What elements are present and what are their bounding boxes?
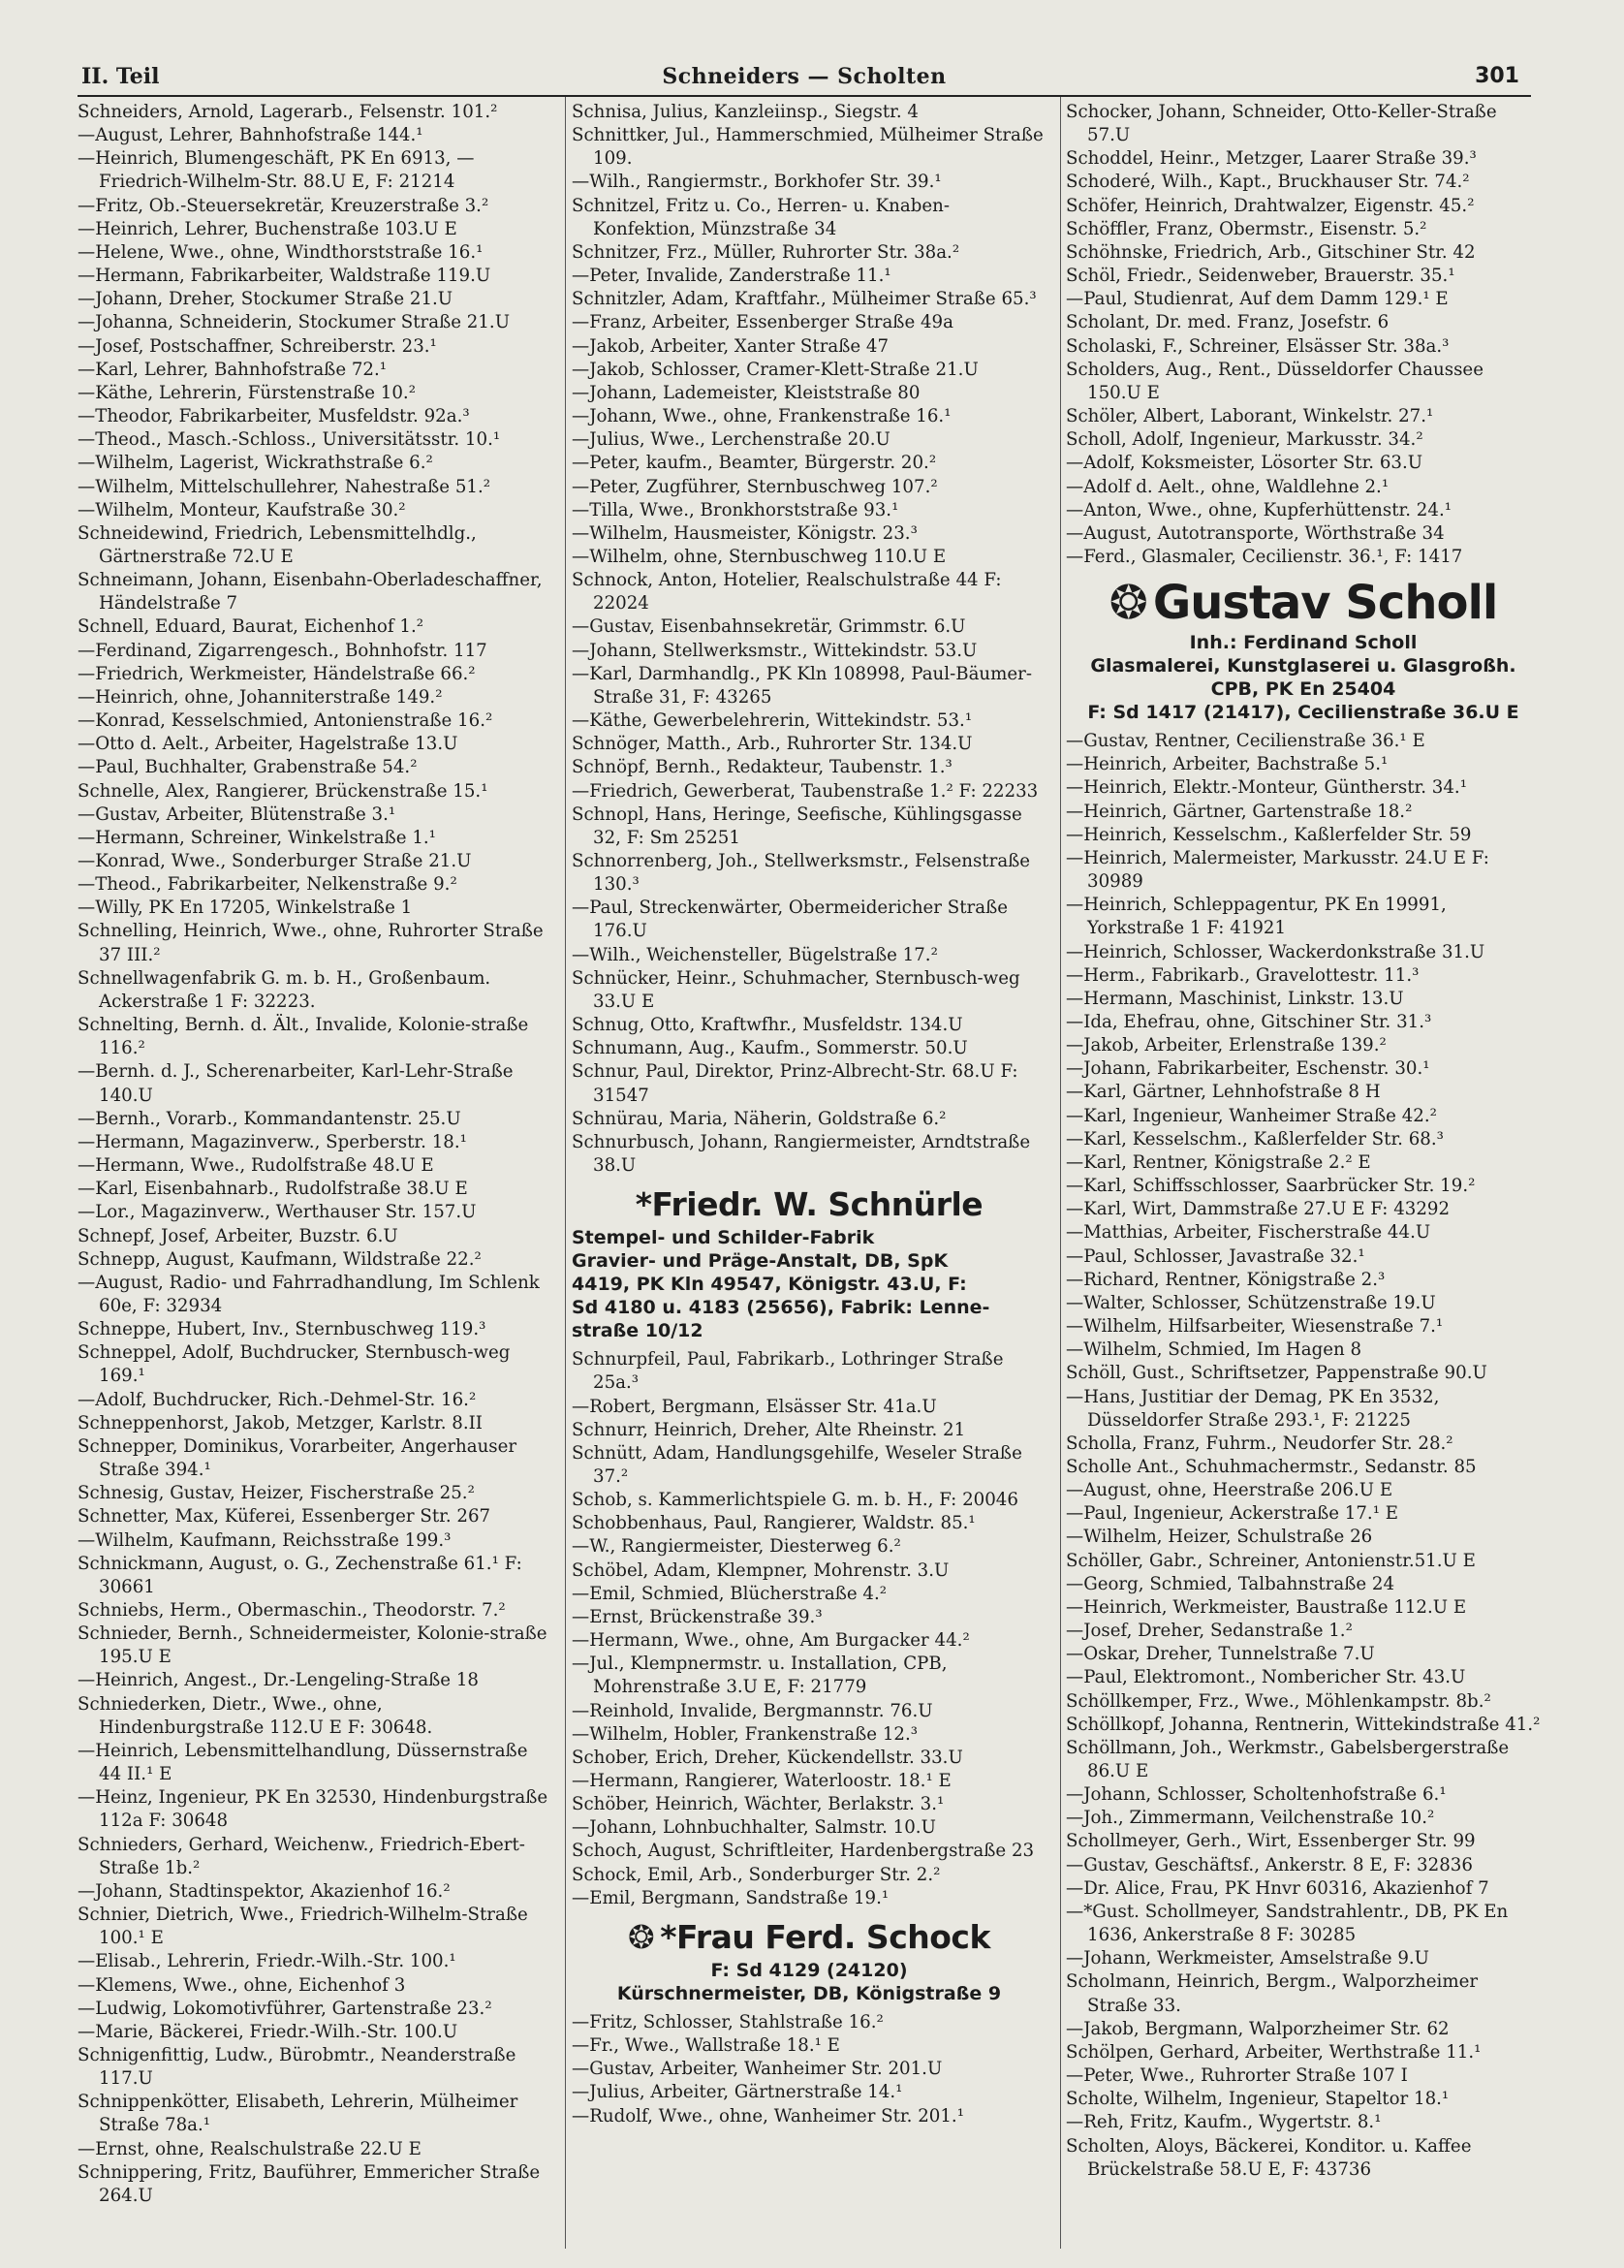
advert-line: F: Sd 1417 (21417), Cecilienstraße 36.U E — [1087, 702, 1519, 724]
directory-entry: Schöhnske, Friedrich, Arb., Gitschiner Str. 42 — [1066, 241, 1476, 263]
directory-entry: —Robert, Bergmann, Elsässer Str. 41a.U — [572, 1396, 937, 1417]
advert-line: Stempel- und Schilder-Fabrik — [572, 1227, 875, 1249]
directory-entry: —Heinrich, Werkmeister, Baustraße 112.U E — [1066, 1596, 1467, 1618]
column-3 — [1066, 101, 1541, 2182]
glass-logo-icon: ❂ — [1109, 576, 1147, 631]
advert-line: Sd 4180 u. 4183 (25656), Fabrik: Lenne- — [572, 1297, 990, 1319]
directory-entry: Scholders, Aug., Rent., Düsseldorfer Chaussee 150.U E — [1066, 359, 1483, 403]
directory-entry: Schöbel, Adam, Klempner, Mohrenstr. 3.U — [572, 1559, 950, 1581]
directory-entry: Schnock, Anton, Hotelier, Realschulstraße 44 F: 22024 — [572, 570, 1002, 614]
directory-entry: Schnisa, Julius, Kanzleiinsp., Siegstr. 4 — [572, 102, 920, 122]
directory-entry: Schnetter, Max, Küferei, Essenberger Str. 267 — [78, 1506, 491, 1528]
directory-entry: —Konrad, Wwe., Sonderburger Straße 21.U — [78, 851, 472, 871]
entry-list — [1066, 730, 1541, 2182]
directory-entry: Schöllkemper, Frz., Wwe., Möhlenkampstr. 8b.² — [1066, 1690, 1491, 1712]
directory-entry: Schniederken, Dietr., Wwe., ohne, Hindenburgstraße 112.U E F: 30648. — [78, 1693, 433, 1738]
directory-entry: —Wilhelm, Hobler, Frankenstraße 12.³ — [572, 1723, 919, 1745]
directory-entry: —Wilhelm, Hausmeister, Königstr. 23.³ — [572, 522, 918, 544]
directory-entry: Schnöpf, Bernh., Redakteur, Taubenstr. 1.³ — [572, 757, 953, 778]
directory-entry: —Ludwig, Lokomotivführer, Gartenstraße 23.² — [78, 1998, 492, 2019]
directory-entry: —Elisab., Lehrerin, Friedr.-Wilh.-Str. 100.¹ — [78, 1951, 456, 1972]
directory-entry: —Karl, Ingenieur, Wanheimer Straße 42.² — [1066, 1105, 1437, 1126]
directory-entry: —Karl, Lehrer, Bahnhofstraße 72.¹ — [78, 359, 388, 380]
directory-entry: —Karl, Gärtner, Lehnhofstraße 8 H — [1066, 1082, 1381, 1103]
directory-entry: Schnopl, Hans, Heringe, Seefische, Kühlingsgasse 32, F: Sm 25251 — [572, 803, 1022, 848]
directory-entry: Schnepf, Josef, Arbeiter, Buzstr. 6.U — [78, 1225, 398, 1246]
entry-list — [572, 101, 1046, 1178]
directory-entry: Schnurpfeil, Paul, Fabrikarb., Lothringer Straße 25a.³ — [572, 1349, 1004, 1394]
directory-entry: —Johann, Lohnbuchhalter, Salmstr. 10.U — [572, 1817, 936, 1839]
advert-title: *Friedr. W. Schnürle — [635, 1185, 984, 1224]
directory-entry: —Wilhelm, Monteur, Kaufstraße 30.² — [78, 499, 406, 520]
directory-entry: Schocker, Johann, Schneider, Otto-Keller-Straße 57.U — [1066, 102, 1497, 146]
directory-entry: —Theod., Masch.-Schloss., Universitätsstr. 10.¹ — [78, 429, 501, 451]
directory-entry: —Julius, Wwe., Lerchenstraße 20.U — [572, 429, 890, 451]
directory-entry: —Ernst, Brückenstraße 39.³ — [572, 1606, 823, 1627]
directory-entry: —Wilhelm, Hilfsarbeiter, Wiesenstraße 7.¹ — [1066, 1316, 1444, 1338]
directory-entry: —Willy, PK En 17205, Winkelstraße 1 — [78, 898, 413, 919]
directory-entry: Schölpen, Gerhard, Arbeiter, Werthstraße 11.¹ — [1066, 2041, 1482, 2063]
directory-entry: —Johanna, Schneiderin, Stockumer Straße 21.U — [78, 312, 511, 333]
directory-entry: Schöllmann, Joh., Werkmstr., Gabelsbergerstraße 86.U E — [1066, 1737, 1510, 1781]
directory-entry: —Johann, Schlosser, Scholtenhofstraße 6.¹ — [1066, 1784, 1447, 1806]
directory-entry: —Gustav, Arbeiter, Blütenstraße 3.¹ — [78, 803, 396, 825]
directory-entry: —Karl, Wirt, Dammstraße 27.U E F: 43292 — [1066, 1199, 1451, 1220]
directory-entry: —Karl, Kesselschm., Kaßlerfelder Str. 68.³ — [1066, 1128, 1444, 1150]
directory-entry: Schnücker, Heinr., Schuhmacher, Sternbusch-weg 33.U E — [572, 967, 1020, 1012]
directory-entry: Schneimann, Johann, Eisenbahn-Oberladeschaffner, Händelstraße 7 — [78, 570, 543, 614]
directory-entry: Schnelle, Alex, Rangierer, Brückenstraße 15.¹ — [78, 780, 488, 802]
directory-entry: —Jakob, Bergmann, Walporzheimer Str. 62 — [1066, 2018, 1450, 2039]
directory-entry: —August, Radio- und Fahrradhandlung, Im Schlenk 60e, F: 32934 — [78, 1272, 540, 1316]
directory-entry: Schnesig, Gustav, Heizer, Fischerstraße 25.² — [78, 1483, 475, 1504]
directory-entry: Schnöger, Matth., Arb., Ruhrorter Str. 134.U — [572, 734, 973, 755]
directory-entry: —Konrad, Kesselschmied, Antonienstraße 16.² — [78, 710, 493, 732]
directory-entry: Schnepper, Dominikus, Vorarbeiter, Angerhauser Straße 394.¹ — [78, 1435, 517, 1481]
advert-line: CPB, PK En 25404 — [1210, 678, 1396, 701]
directory-entry: —Reh, Fritz, Kaufm., Wygertstr. 8.¹ — [1066, 2112, 1382, 2133]
directory-entry: —August, Autotransporte, Wörthstraße 34 — [1066, 522, 1445, 544]
directory-entry: —Karl, Darmhandlg., PK Kln 108998, Paul-Bäumer-Straße 31, F: 43265 — [572, 663, 1032, 708]
directory-entry: —Peter, Zugführer, Sternbuschweg 107.² — [572, 476, 938, 497]
directory-entry: —Jakob, Arbeiter, Erlenstraße 139.² — [1066, 1035, 1387, 1056]
directory-entry: —Jakob, Arbeiter, Xanter Straße 47 — [572, 335, 890, 357]
directory-entry: Schnepp, August, Kaufmann, Wildstraße 22.² — [78, 1248, 482, 1270]
directory-entry: —Bernh., Vorarb., Kommandantenstr. 25.U — [78, 1108, 461, 1129]
directory-entry: Scholle Ant., Schuhmachermstr., Sedanstr. 85 — [1066, 1456, 1477, 1477]
advert-schnuerle — [572, 1183, 1046, 1342]
directory-entry: —Bernh. d. J., Scherenarbeiter, Karl-Lehr-Straße 140.U — [78, 1061, 514, 1106]
directory-entry: Schock, Emil, Arb., Sonderburger Str. 2.² — [572, 1864, 941, 1885]
directory-entry: Schnumann, Aug., Kaufm., Sommerstr. 50.U — [572, 1038, 968, 1059]
directory-entry: —Peter, Wwe., Ruhrorter Straße 107 I — [1066, 2065, 1408, 2087]
directory-entry: Schöl, Friedr., Seidenweber, Brauerstr. 35.¹ — [1066, 266, 1455, 287]
page-number: 301 — [1475, 64, 1519, 88]
directory-entry: —Peter, kaufm., Beamter, Bürgerstr. 20.² — [572, 453, 937, 474]
entry-list — [572, 1348, 1046, 1910]
directory-entry: Schnippenkötter, Elisabeth, Lehrerin, Mülheimer Straße 78a.¹ — [78, 2092, 518, 2136]
directory-entry: —Paul, Elektromont., Nombericher Str. 43.U — [1066, 1667, 1466, 1688]
directory-entry: Schnell, Eduard, Baurat, Eichenhof 1.² — [78, 616, 424, 638]
directory-entry: —Georg, Schmied, Talbahnstraße 24 — [1066, 1573, 1395, 1594]
advert-line: Gravier- und Präge-Anstalt, DB, SpK — [572, 1250, 949, 1273]
entry-list — [78, 101, 552, 2208]
directory-entry: —Josef, Dreher, Sedanstraße 1.² — [1066, 1621, 1353, 1642]
advert-line: Glasmalerei, Kunstglaserei u. Glasgroßh. — [1090, 655, 1516, 677]
directory-entry: —Fritz, Ob.-Steuersekretär, Kreuzerstraße 3.² — [78, 195, 489, 216]
part-label: II. Teil — [81, 64, 160, 89]
directory-entry: —Peter, Invalide, Zanderstraße 11.¹ — [572, 266, 891, 287]
directory-entry: —Otto d. Aelt., Arbeiter, Hagelstraße 13.U — [78, 734, 458, 755]
directory-entry: —Fr., Wwe., Wallstraße 18.¹ E — [572, 2035, 840, 2057]
directory-entry: —Jul., Klempnermstr. u. Installation, CPB, Mohrenstraße 3.U E, F: 21779 — [572, 1654, 948, 1698]
advert-line: Kürschnermeister, DB, Königstraße 9 — [616, 1982, 1002, 2004]
directory-entry: —Wilhelm, Heizer, Schulstraße 26 — [1066, 1527, 1373, 1548]
directory-entry: —Marie, Bäckerei, Friedr.-Wilh.-Str. 100.U — [78, 2021, 458, 2042]
directory-entry: Schollmeyer, Gerh., Wirt, Essenberger Str. 99 — [1066, 1831, 1476, 1852]
directory-entry: —Adolf, Koksmeister, Lösorter Str. 63.U — [1066, 453, 1423, 474]
directory-entry: —Theod., Fabrikarbeiter, Nelkenstraße 9.² — [78, 874, 457, 896]
directory-entry: —Friedrich, Gewerberat, Taubenstraße 1.² F: 22233 — [572, 780, 1039, 802]
directory-entry: Schneiders, Arnold, Lagerarb., Felsenstr. 101.² — [78, 102, 498, 122]
directory-entry: —Heinrich, Arbeiter, Bachstraße 5.¹ — [1066, 754, 1389, 775]
directory-entry: Scholl, Adolf, Ingenieur, Markusstr. 34.² — [1066, 429, 1423, 451]
directory-entry: —Hermann, Wwe., ohne, Am Burgacker 44.² — [572, 1630, 970, 1652]
directory-entry: —Herm., Fabrikarb., Gravelottestr. 11.³ — [1066, 964, 1420, 986]
directory-entry: —August, Lehrer, Bahnhofstraße 144.¹ — [78, 125, 423, 146]
advert-line: F: Sd 4129 (24120) — [710, 1959, 908, 1981]
directory-entry: Schnitzer, Frz., Müller, Ruhrorter Str. 38a.² — [572, 241, 960, 263]
directory-entry: —Karl, Rentner, Königstraße 2.² E — [1066, 1151, 1371, 1173]
directory-entry: —Joh., Zimmermann, Veilchenstraße 10.² — [1066, 1808, 1435, 1829]
directory-entry: Schnur, Paul, Direktor, Prinz-Albrecht-Str. 68.U F: 31547 — [572, 1061, 1018, 1106]
directory-entry: Scholaski, F., Schreiner, Elsässer Str. 38a.³ — [1066, 335, 1450, 357]
directory-entry: —Johann, Dreher, Stockumer Straße 21.U — [78, 289, 453, 310]
column-divider — [565, 97, 566, 2249]
directory-entry: —Rudolf, Wwe., ohne, Wanheimer Str. 201.¹ — [572, 2105, 964, 2126]
directory-entry: Schnieders, Gerhard, Weichenw., Friedrich-Ebert-Straße 1b.² — [78, 1834, 525, 1878]
directory-entry: —Klemens, Wwe., ohne, Eichenhof 3 — [78, 1974, 406, 1996]
directory-entry: —Hans, Justitiar der Demag, PK En 3532, Düsseldorfer Straße 293.¹, F: 21225 — [1066, 1386, 1440, 1431]
directory-entry: —Heinrich, Elektr.-Monteur, Güntherstr. 34.¹ — [1066, 777, 1468, 799]
directory-entry: Schnieder, Bernh., Schneidermeister, Kolonie-straße 195.U E — [78, 1623, 547, 1668]
directory-entry: Schnelling, Heinrich, Wwe., ohne, Ruhrorter Straße 37 III.² — [78, 921, 544, 965]
directory-entry: Schnellwagenfabrik G. m. b. H., Großenbaum. Ackerstraße 1 F: 32223. — [78, 967, 491, 1012]
directory-entry: —Adolf d. Aelt., ohne, Waldlehne 2.¹ — [1066, 476, 1390, 497]
directory-entry: —Hermann, Schreiner, Winkelstraße 1.¹ — [78, 827, 436, 848]
directory-entry: Schnürau, Maria, Näherin, Goldstraße 6.² — [572, 1108, 947, 1129]
directory-entry: Schniebs, Herm., Obermaschin., Theodorstr. 7.² — [78, 1600, 506, 1621]
directory-entry: —Paul, Ingenieur, Ackerstraße 17.¹ E — [1066, 1503, 1399, 1525]
directory-entry: —Heinrich, Schlosser, Wackerdonkstraße 31.U — [1066, 941, 1485, 962]
page-header — [78, 62, 1531, 97]
directory-entry: —Theodor, Fabrikarbeiter, Musfeldstr. 92a.³ — [78, 406, 470, 427]
entry-list — [572, 2011, 1046, 2128]
directory-entry: Scholten, Aloys, Bäckerei, Konditor. u. Kaffee Brückelstraße 58.U E, F: 43736 — [1066, 2135, 1472, 2180]
directory-entry: Schobbenhaus, Paul, Rangierer, Waldstr. 85.¹ — [572, 1513, 976, 1534]
directory-entry: —Paul, Studienrat, Auf dem Damm 129.¹ E — [1066, 289, 1449, 310]
directory-entry: —Hermann, Rangierer, Waterloostr. 18.¹ E — [572, 1771, 952, 1791]
directory-entry: Schnippering, Fritz, Bauführer, Emmericher Straße 264.U — [78, 2161, 541, 2206]
directory-entry: —Gustav, Rentner, Cecilienstraße 36.¹ E — [1066, 731, 1425, 752]
directory-entry: —Fritz, Schlosser, Stahlstraße 16.² — [572, 2011, 884, 2032]
directory-entry: —Walter, Schlosser, Schützenstraße 19.U — [1066, 1292, 1436, 1313]
directory-entry: —Adolf, Buchdrucker, Rich.-Dehmel-Str. 16.² — [78, 1389, 477, 1410]
fur-logo-icon: ❂ — [628, 1917, 655, 1956]
directory-entry: —Johann, Fabrikarbeiter, Eschenstr. 30.¹ — [1066, 1058, 1430, 1080]
advert-scholl — [1066, 575, 1541, 724]
directory-entry: Schnier, Dietrich, Wwe., Friedrich-Wilhelm-Straße 100.¹ E — [78, 1905, 528, 1949]
directory-entry: —Ferdinand, Zigarrengesch., Bohnhofstr. 117 — [78, 640, 487, 661]
directory-entry: —Johann, Stellwerksmstr., Wittekindstr. 53.U — [572, 640, 978, 661]
directory-entry: —Julius, Arbeiter, Gärtnerstraße 14.¹ — [572, 2082, 903, 2103]
directory-entry: —Dr. Alice, Frau, PK Hnvr 60316, Akazienhof 7 — [1066, 1877, 1489, 1899]
directory-entry: Schneppenhorst, Jakob, Metzger, Karlstr. 8.II — [78, 1412, 483, 1433]
directory-entry: Schoderé, Wilh., Kapt., Bruckhauser Str. 74.² — [1066, 172, 1470, 193]
directory-entry: —Matthias, Arbeiter, Fischerstraße 44.U — [1066, 1222, 1431, 1244]
directory-entry: —Gustav, Geschäftsf., Ankerstr. 8 E, F: 32836 — [1066, 1854, 1473, 1875]
directory-entry: —Wilhelm, Mittelschullehrer, Nahestraße 51.² — [78, 476, 491, 497]
directory-entry: Schnug, Otto, Kraftwfhr., Musfeldstr. 134.U — [572, 1015, 963, 1036]
directory-entry: Schöfer, Heinrich, Drahtwalzer, Eigenstr. 45.² — [1066, 195, 1475, 216]
directory-entry: —Reinhold, Invalide, Bergmannstr. 76.U — [572, 1700, 933, 1721]
directory-entry: Scholte, Wilhelm, Ingenieur, Stapeltor 18.¹ — [1066, 2089, 1450, 2110]
directory-entry: —Emil, Schmied, Blücherstraße 4.² — [572, 1583, 888, 1604]
directory-entry: —Tilla, Wwe., Bronkhorststraße 93.¹ — [572, 499, 899, 520]
directory-entry: Schöller, Gabr., Schreiner, Antonienstr.51.U E — [1066, 1550, 1476, 1571]
directory-entry: —*Gust. Schollmeyer, Sandstrahlentr., DB, PK En 1636, Ankerstraße 8 F: 30285 — [1066, 1901, 1509, 1946]
directory-entry: —Karl, Eisenbahnarb., Rudolfstraße 38.U E — [78, 1179, 468, 1200]
name-range: Schneiders — Scholten — [662, 64, 947, 89]
directory-entry: —Paul, Streckenwärter, Obermeidericher Straße 176.U — [572, 898, 1008, 942]
directory-entry: Schoddel, Heinr., Metzger, Laarer Straße 39.³ — [1066, 148, 1477, 170]
directory-entry: Schnurbusch, Johann, Rangiermeister, Arndtstraße 38.U — [572, 1131, 1031, 1177]
directory-entry: —Johann, Lademeister, Kleiststraße 80 — [572, 382, 921, 403]
directory-entry: —Hermann, Fabrikarbeiter, Waldstraße 119.U — [78, 266, 491, 287]
directory-entry: Schnurr, Heinrich, Dreher, Alte Rheinstr. 21 — [572, 1419, 966, 1440]
directory-entry: Schneppe, Hubert, Inv., Sternbuschweg 119.³ — [78, 1319, 486, 1340]
directory-entry: —Heinrich, Angest., Dr.-Lengeling-Straße 18 — [78, 1670, 479, 1691]
column-1 — [78, 101, 552, 2208]
directory-entry: —Hermann, Maschinist, Linkstr. 13.U — [1066, 988, 1404, 1009]
directory-entry: —Heinrich, Malermeister, Markusstr. 24.U E F: 30989 — [1066, 847, 1489, 893]
advert-title: *Frau Ferd. Schock — [660, 1917, 990, 1956]
directory-entry: Schneidewind, Friedrich, Lebensmittelhdlg., Gärtnerstraße 72.U E — [78, 522, 477, 567]
directory-entry: —Gustav, Arbeiter, Wanheimer Str. 201.U — [572, 2059, 943, 2080]
advert-title: Gustav Scholl — [1152, 576, 1498, 631]
directory-entry: Schöffler, Franz, Obermstr., Eisenstr. 5.² — [1066, 218, 1427, 239]
advert-line: Inh.: Ferdinand Scholl — [1189, 632, 1418, 654]
directory-entry: Schober, Erich, Dreher, Kückendellstr. 33.U — [572, 1747, 963, 1768]
advert-schock — [572, 1916, 1046, 2005]
directory-entry: —Käthe, Lehrerin, Fürstenstraße 10.² — [78, 382, 416, 403]
entry-list — [1066, 101, 1541, 569]
directory-entry: —Wilhelm, Kaufmann, Reichsstraße 199.³ — [78, 1529, 452, 1551]
directory-entry: —Heinrich, Gärtner, Gartenstraße 18.² — [1066, 801, 1413, 822]
column-2 — [572, 101, 1046, 2128]
directory-entry: —Richard, Rentner, Königstraße 2.³ — [1066, 1269, 1386, 1290]
directory-entry: Schnitzel, Fritz u. Co., Herren- u. Knaben-Konfektion, Münzstraße 34 — [572, 195, 950, 239]
directory-entry: —Oskar, Dreher, Tunnelstraße 7.U — [1066, 1644, 1375, 1665]
directory-entry: Schnigenfittig, Ludw., Bürobmtr., Neanderstraße 117.U — [78, 2044, 516, 2090]
directory-entry: —August, ohne, Heerstraße 206.U E — [1066, 1480, 1393, 1501]
directory-entry: Schnitzler, Adam, Kraftfahr., Mülheimer Straße 65.³ — [572, 289, 1037, 310]
directory-entry: —Johann, Werkmeister, Amselstraße 9.U — [1066, 1948, 1429, 1969]
directory-entry: —Ida, Ehefrau, ohne, Gitschiner Str. 31.³ — [1066, 1012, 1432, 1032]
directory-entry: Schneppel, Adolf, Buchdrucker, Sternbusch-weg 169.¹ — [78, 1342, 511, 1387]
directory-entry: —Heinrich, Kesselschm., Kaßlerfelder Str. 59 — [1066, 824, 1472, 845]
directory-entry: —Anton, Wwe., ohne, Kupferhüttenstr. 24.¹ — [1066, 499, 1452, 520]
directory-entry: —Jakob, Schlosser, Cramer-Klett-Straße 21.U — [572, 359, 979, 380]
directory-entry: —Helene, Wwe., ohne, Windthorststraße 16.¹ — [78, 241, 484, 263]
directory-entry: Scholmann, Heinrich, Bergm., Walporzheimer Straße 33. — [1066, 1971, 1479, 2016]
directory-entry: Schnickmann, August, o. G., Zechenstraße 61.¹ F: 30661 — [78, 1553, 522, 1597]
directory-entry: Schöler, Albert, Laborant, Winkelstr. 27.¹ — [1066, 406, 1434, 427]
directory-entry: —Heinz, Ingenieur, PK En 32530, Hindenburgstraße 112a F: 30648 — [78, 1787, 548, 1832]
directory-entry: —Karl, Schiffsschlosser, Saarbrücker Str. 19.² — [1066, 1176, 1476, 1197]
directory-entry: Schnütt, Adam, Handlungsgehilfe, Weseler Straße 37.² — [572, 1442, 1022, 1487]
directory-entry: —Gustav, Eisenbahnsekretär, Grimmstr. 6.U — [572, 616, 966, 638]
directory-entry: —Franz, Arbeiter, Essenberger Straße 49a — [572, 312, 953, 333]
column-divider — [1060, 97, 1061, 2249]
directory-entry: —Heinrich, ohne, Johanniterstraße 149.² — [78, 686, 443, 708]
directory-entry: Schnittker, Jul., Hammerschmied, Mülheimer Straße 109. — [572, 125, 1044, 170]
directory-entry: —W., Rangiermeister, Diesterweg 6.² — [572, 1536, 901, 1558]
advert-line: 4419, PK Kln 49547, Königstr. 43.U, F: — [572, 1274, 967, 1296]
directory-entry: —Heinrich, Schleppagentur, PK En 19991, Yorkstraße 1 F: 41921 — [1066, 895, 1447, 939]
directory-entry: —Hermann, Wwe., Rudolfstraße 48.U E — [78, 1155, 434, 1177]
directory-entry: Schnorrenberg, Joh., Stellwerksmstr., Felsenstraße 130.³ — [572, 851, 1031, 896]
directory-entry: —Paul, Schlosser, Javastraße 32.¹ — [1066, 1245, 1365, 1267]
directory-entry: Schöber, Heinrich, Wächter, Berlakstr. 3.¹ — [572, 1794, 945, 1815]
directory-entry: —Hermann, Magazinverw., Sperberstr. 18.¹ — [78, 1131, 467, 1152]
directory-entry: —Käthe, Gewerbelehrerin, Wittekindstr. 53.¹ — [572, 710, 973, 732]
directory-entry: Schob, s. Kammerlichtspiele G. m. b. H., F: 20046 — [572, 1490, 1018, 1511]
directory-entry: —Johann, Stadtinspektor, Akazienhof 16.² — [78, 1880, 451, 1902]
directory-entry: —Heinrich, Lehrer, Buchenstraße 103.U E — [78, 218, 457, 239]
directory-entry: —Heinrich, Blumengeschäft, PK En 6913, —Friedrich-Wilhelm-Str. 88.U E, F: 21214 — [78, 148, 475, 193]
directory-entry: Scholla, Franz, Fuhrm., Neudorfer Str. 28.² — [1066, 1433, 1453, 1454]
directory-entry: —Wilh., Weichensteller, Bügelstraße 17.² — [572, 944, 938, 965]
directory-entry: —Wilhelm, Schmied, Im Hagen 8 — [1066, 1339, 1362, 1361]
directory-entry: —Wilh., Rangiermstr., Borkhofer Str. 39.¹ — [572, 172, 942, 193]
directory-entry: —Lor., Magazinverw., Werthauser Str. 157.U — [78, 1202, 477, 1223]
directory-entry: —Ernst, ohne, Realschulstraße 22.U E — [78, 2138, 422, 2159]
directory-entry: —Friedrich, Werkmeister, Händelstraße 66.² — [78, 663, 476, 684]
directory-entry: Schoch, August, Schriftleiter, Hardenbergstraße 23 — [572, 1841, 1035, 1862]
directory-entry: Scholant, Dr. med. Franz, Josefstr. 6 — [1066, 312, 1390, 333]
directory-entry: Schnelting, Bernh. d. Ält., Invalide, Kolonie-straße 116.² — [78, 1015, 529, 1059]
directory-entry: —Wilhelm, ohne, Sternbuschweg 110.U E — [572, 546, 947, 567]
directory-entry: Schöllkopf, Johanna, Rentnerin, Wittekindstraße 41.² — [1066, 1714, 1541, 1735]
directory-entry: Schöll, Gust., Schriftsetzer, Pappenstraße 90.U — [1066, 1363, 1487, 1384]
directory-entry: —Johann, Wwe., ohne, Frankenstraße 16.¹ — [572, 406, 952, 427]
directory-entry: —Paul, Buchhalter, Grabenstraße 54.² — [78, 757, 418, 778]
directory-entry: —Ferd., Glasmaler, Cecilienstr. 36.¹, F: 1417 — [1066, 546, 1463, 567]
advert-line: straße 10/12 — [572, 1320, 703, 1342]
directory-entry: —Josef, Postschaffner, Schreiberstr. 23.¹ — [78, 335, 437, 357]
directory-entry: —Heinrich, Lebensmittelhandlung, Düssernstraße 44 II.¹ E — [78, 1740, 528, 1785]
directory-entry: —Emil, Bergmann, Sandstraße 19.¹ — [572, 1887, 890, 1908]
directory-entry: —Wilhelm, Lagerist, Wickrathstraße 6.² — [78, 453, 433, 474]
